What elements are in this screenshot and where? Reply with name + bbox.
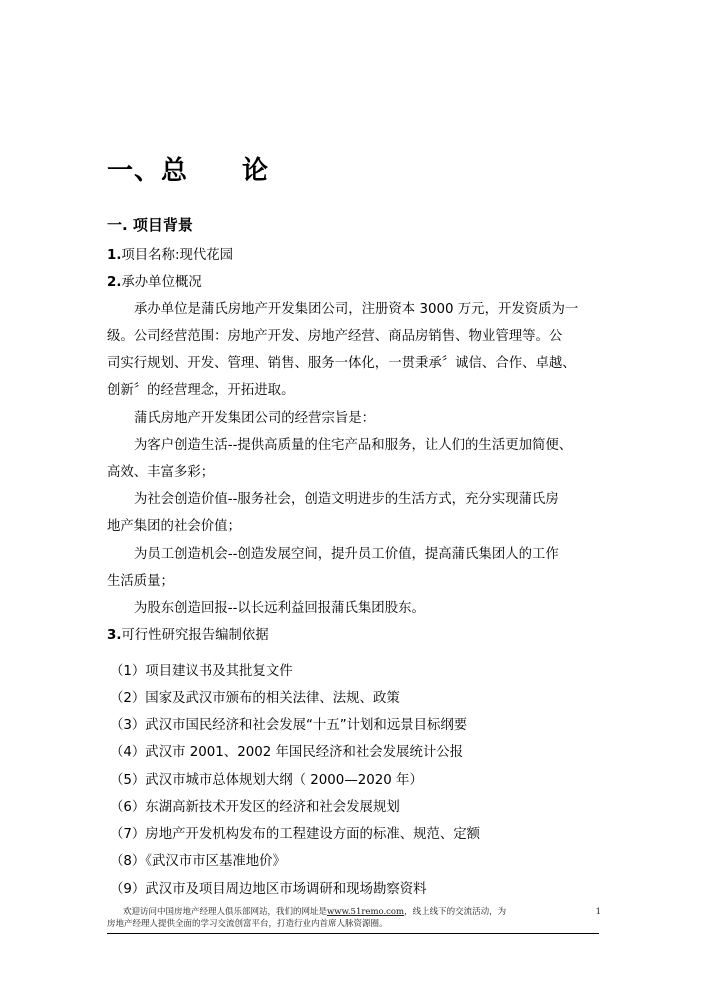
footer-line-2: 房地产经理人提供全面的学习交流创富平台，打造行业内首席人脉资源圈。 [107,919,388,929]
paragraph-line: 创新〞的经营理念，开拓进取。 [107,383,295,398]
footer-text: 欢迎访问中国房地产经理人俱乐部网站，我们的网址是 [123,907,328,917]
paragraph-line: 为社会创造价值--服务社会，创造文明进步的生活方式，充分实现蒲氏房 [134,492,559,507]
subheading-project-name [107,248,233,264]
page-number: 1 [595,907,601,917]
footer-divider [107,933,599,934]
paragraph-line: 高效、丰富多彩； [107,465,215,480]
footer-text: ，线上线下的交流活动，为 [404,907,507,917]
subheading-number: 3. [107,628,122,643]
subheading-text: 承办单位概况 [121,275,202,290]
subheading-text: 可行性研究报告编制依据 [121,628,269,643]
paragraph-line: 为员工创造机会--创造发展空间，提升员工价值，提高蒲氏集团人的工作 [134,547,559,562]
basis-list-item: （7）房地产开发机构发布的工程建设方面的标准、规范、定额 [110,827,481,842]
basis-list-item: （3）武汉市国民经济和社会发展“十五”计划和远景目标纲要 [110,718,468,733]
website-link[interactable]: www.51remo.com [327,907,405,917]
paragraph-line: 级。公司经营范围：房地产开发、房地产经营、商品房销售、物业管理等。公 [107,329,563,344]
subheading-number: 2. [107,275,122,290]
paragraph-line: 司实行规划、开发、管理、销售、服务一体化，一贯秉承〞诚信、合作、卓越、 [107,356,576,371]
paragraph-line: 为股东创造回报--以长远利益回报蒲氏集团股东。 [134,601,425,616]
basis-list-item: （9）武汉市及项目周边地区市场调研和现场勘察资料 [110,882,427,897]
basis-list-item: （6）东湖高新技术开发区的经济和社会发展规划 [110,800,400,815]
chapter-title: 一、总 论 [107,156,270,186]
basis-list-item: （2）国家及武汉市颁布的相关法律、法规、政策 [110,691,400,706]
footer-line-1 [107,906,599,918]
page-footer [107,906,599,930]
basis-list-item: （5）武汉市城市总体规划大纲（ 2000—2020 年） [110,773,423,788]
subheading-basis [107,628,269,644]
paragraph-line: 承办单位是蒲氏房地产开发集团公司，注册资本 3000 万元，开发资质为一 [134,302,579,317]
paragraph-line: 蒲氏房地产开发集团公司的经营宗旨是： [134,411,376,426]
section-heading: 一. 项目背景 [107,216,193,234]
basis-list-item: （1）项目建议书及其批复文件 [110,664,293,679]
subheading-number: 1. [107,248,122,263]
subheading-text: 项目名称:现代花园 [121,248,234,263]
basis-list-item: （8）《武汉市市区基准地价》 [110,854,286,869]
subheading-organizer [107,275,202,291]
paragraph-line: 为客户创造生活--提供高质量的住宅产品和服务，让人们的生活更加简便、 [134,438,573,453]
paragraph-line: 生活质量； [107,574,174,589]
basis-list-item: （4）武汉市 2001、2002 年国民经济和社会发展统计公报 [110,745,463,760]
paragraph-line: 地产集团的社会价值； [107,519,241,534]
